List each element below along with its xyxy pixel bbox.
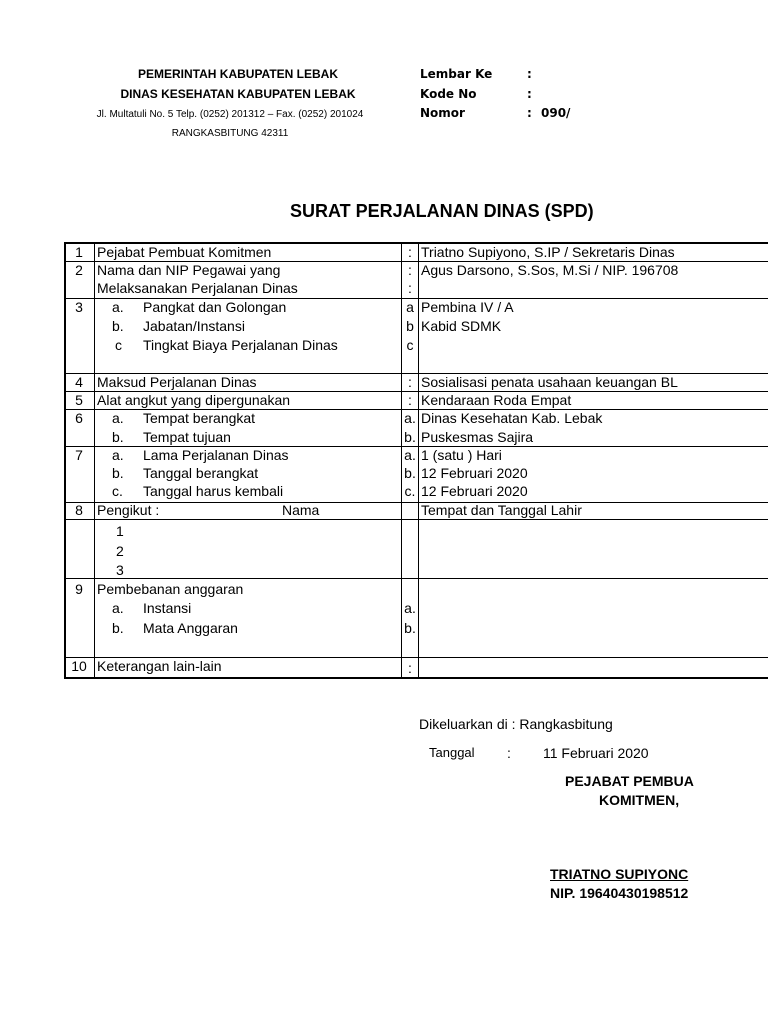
sub-letter: a. [112, 600, 124, 616]
follower-number: 3 [116, 562, 124, 578]
sub-letter: b. [112, 465, 124, 481]
sub-separator: c. [404, 483, 416, 499]
sub-label: Tempat berangkat [143, 410, 256, 426]
row-divider [64, 578, 768, 579]
column-heading-ttl: Tempat dan Tanggal Lahir [421, 502, 582, 518]
sub-separator: b. [404, 429, 416, 445]
sub-value: Dinas Kesehatan Kab. Lebak [421, 410, 603, 426]
sub-separator: c [406, 337, 414, 353]
row-label: Pengikut : [97, 502, 160, 518]
row-label: Pembebanan anggaran [97, 581, 244, 597]
sub-label: Lama Perjalanan Dinas [143, 447, 289, 463]
document-title: SURAT PERJALANAN DINAS (SPD) [290, 201, 594, 221]
signatory-title-cont: KOMITMEN, [599, 792, 680, 808]
date-label: Tanggal [429, 745, 475, 760]
nomor-value: 090/ [541, 106, 571, 120]
column-heading-nama: Nama [282, 502, 320, 518]
sub-label: Instansi [143, 600, 192, 616]
sub-separator: b [406, 318, 414, 334]
sub-label: Tempat tujuan [143, 429, 231, 445]
sub-letter: b. [112, 620, 124, 636]
row-number: 1 [75, 244, 83, 260]
sub-value: Puskesmas Sajira [421, 429, 534, 445]
nomor-label: Nomor [420, 106, 465, 120]
sub-separator: a. [404, 410, 416, 426]
sub-separator: a [406, 299, 414, 315]
date-separator: : [507, 745, 511, 761]
sub-label: Tanggal berangkat [143, 465, 259, 481]
row-separator: : [408, 392, 412, 408]
row-label: Nama dan NIP Pegawai yang [97, 262, 281, 278]
spd-table [64, 242, 768, 679]
sub-letter: c. [112, 483, 123, 499]
sub-letter: c [115, 337, 122, 353]
sub-label: Tanggal harus kembali [143, 483, 284, 499]
row-separator: : [408, 244, 412, 260]
row-separator: : [408, 262, 412, 278]
row-value: Agus Darsono, S.Sos, M.Si / NIP. 196708 [421, 262, 679, 278]
row-separator: : [408, 374, 412, 390]
row-number: 2 [75, 262, 83, 278]
follower-number: 1 [116, 523, 124, 539]
lembar-label: Lembar Ke [420, 67, 493, 81]
issued-place: Dikeluarkan di : Rangkasbitung [419, 716, 613, 732]
row-number: 5 [75, 392, 83, 408]
sub-value: 12 Februari 2020 [421, 483, 528, 499]
row-label: Pejabat Pembuat Komitmen [97, 244, 272, 260]
row-divider [64, 519, 768, 520]
nomor-sep: : [527, 106, 532, 120]
signatory-title: PEJABAT PEMBUA [565, 773, 694, 789]
kode-sep: : [527, 87, 532, 101]
sub-letter: b. [112, 318, 124, 334]
agency-name: PEMERINTAH KABUPATEN LEBAK [138, 67, 338, 81]
department-name: DINAS KESEHATAN KABUPATEN LEBAK [120, 87, 356, 101]
date-value: 11 Februari 2020 [543, 745, 649, 761]
row-number: 6 [75, 410, 83, 426]
row-value: Kendaraan Roda Empat [421, 392, 572, 408]
row-value: Sosialisasi penata usahaan keuangan BL [421, 374, 678, 390]
sub-separator: b. [404, 620, 416, 636]
kode-label: Kode No [420, 87, 477, 101]
row-value: Triatno Supiyono, S.IP / Sekretaris Dinas [421, 244, 675, 260]
sub-separator: a. [404, 600, 416, 616]
row-number: 8 [75, 502, 83, 518]
row-separator: : [408, 280, 412, 296]
sub-value: 1 (satu ) Hari [421, 447, 502, 463]
follower-number: 2 [116, 543, 124, 559]
sub-letter: a. [112, 299, 124, 315]
table-border-bottom [64, 677, 768, 679]
row-number: 4 [75, 374, 83, 390]
sub-value: Pembina IV / A [421, 299, 514, 315]
lembar-sep: : [527, 67, 532, 81]
row-number: 9 [75, 581, 83, 597]
row-number: 7 [75, 447, 83, 463]
signatory-nip: NIP. 19640430198512 [550, 885, 689, 901]
agency-address: Jl. Multatuli No. 5 Telp. (0252) 201312 – Fax. (0252) 201024 [96, 109, 364, 120]
row-label: Maksud Perjalanan Dinas [97, 374, 257, 390]
row-number: 10 [71, 658, 87, 674]
sub-value: 12 Februari 2020 [421, 465, 528, 481]
row-divider [64, 502, 768, 503]
agency-city: RANGKASBITUNG 42311 [171, 128, 289, 139]
row-label: Alat angkut yang dipergunakan [97, 392, 291, 408]
column-divider [418, 242, 419, 679]
sub-letter: b. [112, 429, 124, 445]
sub-label: Jabatan/Instansi [143, 318, 245, 334]
sub-value: Kabid SDMK [421, 318, 502, 334]
row-separator: : [408, 660, 412, 676]
row-label: Keterangan lain-lain [97, 658, 222, 674]
sub-separator: b. [404, 465, 416, 481]
sub-label: Mata Anggaran [143, 620, 238, 636]
column-divider [94, 242, 95, 679]
row-number: 3 [75, 299, 83, 315]
sub-letter: a. [112, 410, 124, 426]
row-label: Melaksanakan Perjalanan Dinas [97, 280, 298, 296]
sub-letter: a. [112, 447, 124, 463]
signatory-name: TRIATNO SUPIYONC [550, 866, 689, 882]
sub-separator: a. [404, 447, 416, 463]
sub-label: Pangkat dan Golongan [143, 299, 287, 315]
sub-label: Tingkat Biaya Perjalanan Dinas [143, 337, 338, 353]
